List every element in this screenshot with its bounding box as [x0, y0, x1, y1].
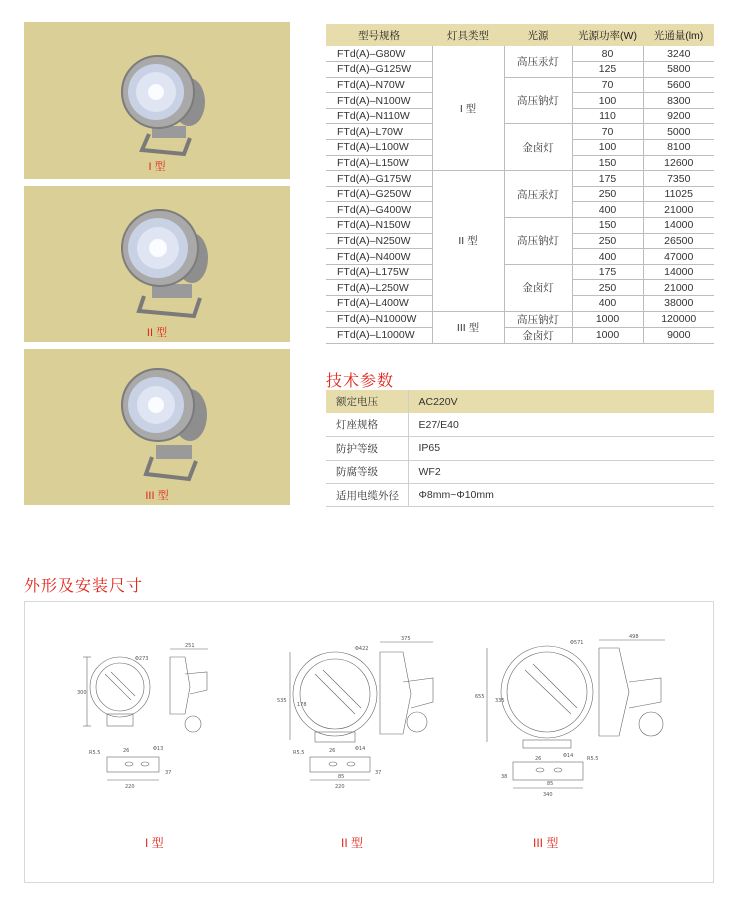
table-row: [326, 124, 714, 140]
tech-row: [326, 484, 714, 507]
header-type: 灯具类型: [432, 24, 504, 46]
flux-cell: 21000: [643, 202, 714, 218]
model-cell: FTd(A)–G400W: [326, 202, 432, 218]
tech-value: E27/E40: [408, 413, 714, 436]
model-cell: FTd(A)–L150W: [326, 155, 432, 171]
power-cell: 80: [572, 46, 643, 62]
source-cell: 高压汞灯: [504, 171, 572, 218]
model-cell: FTd(A)–G175W: [326, 171, 432, 187]
model-cell: FTd(A)–N150W: [326, 218, 432, 234]
floodlight-image: [24, 186, 290, 342]
flux-cell: 12600: [643, 155, 714, 171]
model-cell: FTd(A)–L70W: [326, 124, 432, 140]
model-cell: FTd(A)–G125W: [326, 62, 432, 78]
header-power: 光源功率(W): [572, 24, 643, 46]
dim-label: 37: [165, 770, 172, 776]
tech-row: [326, 413, 714, 436]
drawing-type-1-dims: [77, 643, 195, 790]
drawing-type-3: [487, 640, 665, 788]
flux-cell: 47000: [643, 249, 714, 265]
source-cell: 金卤灯: [504, 264, 572, 311]
model-cell: FTd(A)–L400W: [326, 296, 432, 312]
header-source: 光源: [504, 24, 572, 46]
model-cell: FTd(A)–L175W: [326, 264, 432, 280]
tech-value: Φ8mm~Φ10mm: [408, 484, 714, 507]
power-cell: 400: [572, 202, 643, 218]
flux-cell: 8100: [643, 140, 714, 156]
power-cell: 1000: [572, 311, 643, 327]
source-cell: 金卤灯: [504, 327, 572, 343]
flux-cell: 14000: [643, 218, 714, 234]
model-cell: FTd(A)–L1000W: [326, 327, 432, 343]
dim-label: Φ14: [563, 753, 574, 759]
model-cell: FTd(A)–N70W: [326, 77, 432, 93]
dim-label: 655: [475, 694, 485, 700]
floodlight-image: [24, 349, 290, 505]
spec-header-row: [326, 24, 714, 46]
flux-cell: 5600: [643, 77, 714, 93]
source-cell: 高压钠灯: [504, 77, 572, 124]
power-cell: 100: [572, 93, 643, 109]
spec-table: [326, 24, 714, 344]
tech-row: [326, 460, 714, 483]
flux-cell: 8300: [643, 93, 714, 109]
power-cell: 250: [572, 186, 643, 202]
source-cell: 高压钠灯: [504, 311, 572, 327]
table-row: [326, 46, 714, 62]
flux-cell: 5800: [643, 62, 714, 78]
tech-value: AC220V: [408, 390, 714, 413]
dim-label: 26: [535, 756, 542, 762]
tech-row: [326, 437, 714, 460]
dim-label: 85: [547, 781, 554, 787]
product-photo-type-1: [24, 22, 290, 179]
dim-label: Φ273: [135, 656, 149, 662]
table-row: [326, 171, 714, 187]
tech-key: 额定电压: [326, 390, 408, 413]
dim-label: 375: [401, 636, 411, 642]
header-flux: 光通量(lm): [643, 24, 714, 46]
tech-key: 防腐等级: [326, 460, 408, 483]
power-cell: 70: [572, 77, 643, 93]
dim-label: R5.5: [293, 750, 305, 756]
dim-label: 220: [125, 784, 135, 790]
dim-label: 340: [543, 792, 553, 798]
dim-label: 300: [77, 690, 87, 696]
photo-caption: II 型: [146, 327, 168, 339]
technical-drawings: [25, 602, 715, 884]
drawing-label-type-1: I 型: [145, 836, 164, 850]
model-cell: FTd(A)–N110W: [326, 108, 432, 124]
power-cell: 175: [572, 171, 643, 187]
power-cell: 1000: [572, 327, 643, 343]
flux-cell: 9200: [643, 108, 714, 124]
tech-key: 灯座规格: [326, 413, 408, 436]
drawing-type-2: [290, 642, 433, 780]
photo-caption: III 型: [145, 490, 169, 502]
power-cell: 110: [572, 108, 643, 124]
dim-label: 335: [495, 698, 505, 704]
tech-key: 适用电缆外径: [326, 484, 408, 507]
power-cell: 70: [572, 124, 643, 140]
flux-cell: 120000: [643, 311, 714, 327]
power-cell: 125: [572, 62, 643, 78]
table-row: [326, 311, 714, 327]
dim-label: 26: [123, 748, 130, 754]
drawing-label-type-2: II 型: [341, 836, 364, 850]
type-cell: II 型: [432, 171, 504, 311]
flux-cell: 21000: [643, 280, 714, 296]
model-cell: FTd(A)–N250W: [326, 233, 432, 249]
flux-cell: 5000: [643, 124, 714, 140]
product-photo-type-2: [24, 186, 290, 342]
drawing-label-type-3: III 型: [533, 836, 559, 850]
drawing-type-2-dims: [277, 636, 411, 790]
model-cell: FTd(A)–N100W: [326, 93, 432, 109]
tech-value: IP65: [408, 437, 714, 460]
power-cell: 400: [572, 296, 643, 312]
tech-key: 防护等级: [326, 437, 408, 460]
dim-label: 535: [277, 698, 287, 704]
dim-label: 37: [375, 770, 382, 776]
dim-label: 26: [329, 748, 336, 754]
table-row: [326, 77, 714, 93]
dim-label: Φ14: [355, 746, 366, 752]
power-cell: 400: [572, 249, 643, 265]
flux-cell: 11025: [643, 186, 714, 202]
power-cell: 100: [572, 140, 643, 156]
model-cell: FTd(A)–N1000W: [326, 311, 432, 327]
dim-label: Φ13: [153, 746, 164, 752]
dim-label: Φ571: [570, 640, 584, 646]
type-cell: III 型: [432, 311, 504, 343]
power-cell: 150: [572, 155, 643, 171]
model-cell: FTd(A)–G80W: [326, 46, 432, 62]
type-cell: I 型: [432, 46, 504, 171]
power-cell: 175: [572, 264, 643, 280]
dim-label: 38: [501, 774, 508, 780]
tech-params-title: 技术参数: [326, 373, 395, 390]
table-row: [326, 327, 714, 343]
source-cell: 高压汞灯: [504, 46, 572, 77]
model-cell: FTd(A)–L100W: [326, 140, 432, 156]
flux-cell: 26500: [643, 233, 714, 249]
model-cell: FTd(A)–N400W: [326, 249, 432, 265]
model-cell: FTd(A)–G250W: [326, 186, 432, 202]
flux-cell: 14000: [643, 264, 714, 280]
photo-caption: I 型: [148, 161, 166, 173]
dim-label: R5.5: [587, 756, 599, 762]
dim-label: 220: [335, 784, 345, 790]
table-row: [326, 218, 714, 234]
power-cell: 250: [572, 280, 643, 296]
tech-params-table: [326, 390, 714, 507]
drawing-type-3-dims: [475, 634, 639, 798]
source-cell: 金卤灯: [504, 124, 572, 171]
source-cell: 高压钠灯: [504, 218, 572, 265]
dim-label: 498: [629, 634, 639, 640]
header-model: 型号规格: [326, 24, 432, 46]
dim-label: 178: [297, 702, 307, 708]
dim-label: 85: [338, 774, 345, 780]
flux-cell: 9000: [643, 327, 714, 343]
dimensions-title: 外形及安装尺寸: [24, 578, 144, 595]
dim-label: R5.5: [89, 750, 101, 756]
flux-cell: 7350: [643, 171, 714, 187]
flux-cell: 38000: [643, 296, 714, 312]
floodlight-image: [24, 22, 290, 179]
flux-cell: 3240: [643, 46, 714, 62]
power-cell: 250: [572, 233, 643, 249]
tech-row: [326, 390, 714, 413]
power-cell: 150: [572, 218, 643, 234]
table-row: [326, 264, 714, 280]
drawing-type-1: [83, 649, 208, 780]
dim-label: Φ422: [355, 646, 369, 652]
tech-value: WF2: [408, 460, 714, 483]
dimension-drawings-panel: [24, 601, 714, 883]
model-cell: FTd(A)–L250W: [326, 280, 432, 296]
dim-label: 251: [185, 643, 195, 649]
product-photo-type-3: [24, 349, 290, 505]
